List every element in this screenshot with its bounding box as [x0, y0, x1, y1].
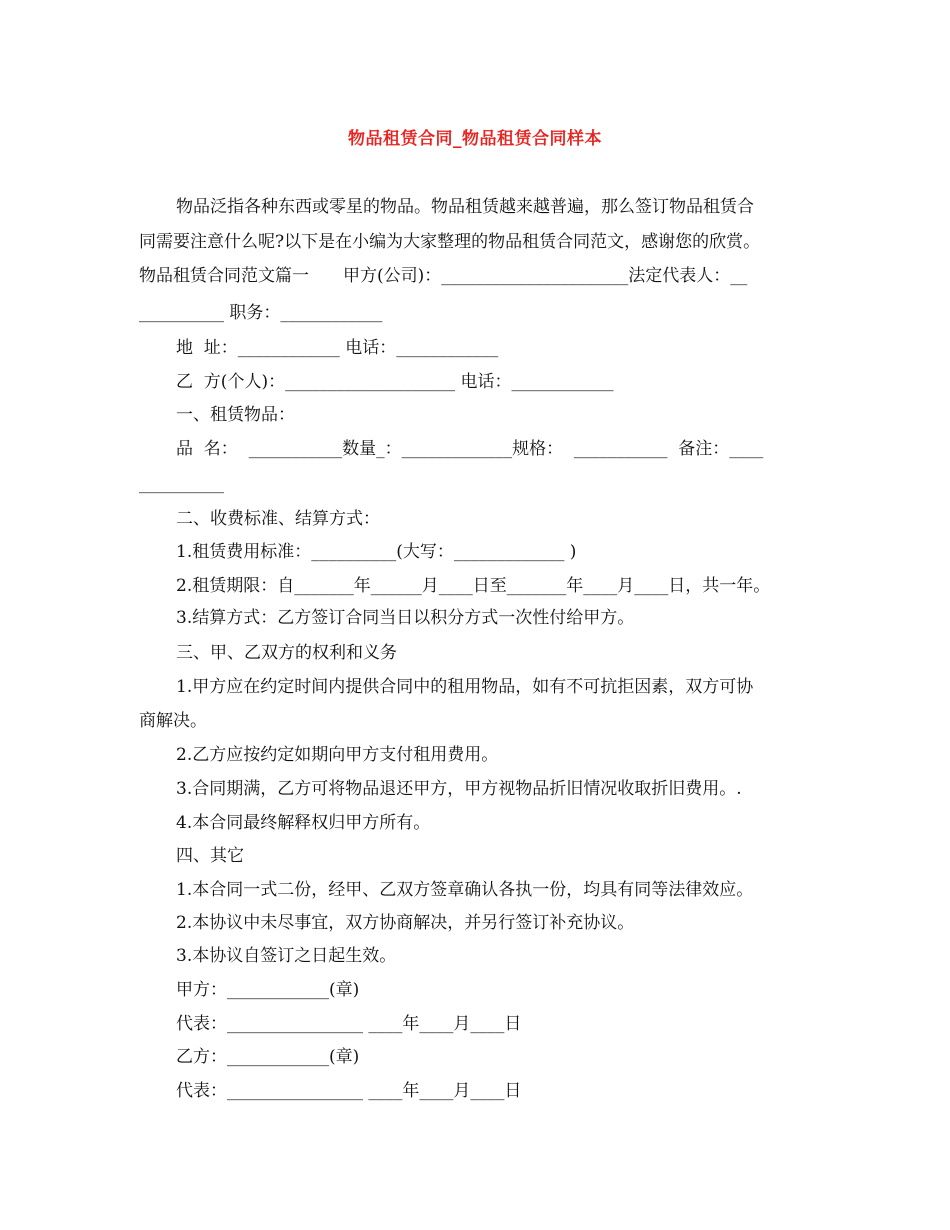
item-fields-continued: __________ [139, 474, 224, 494]
section-2-heading: 二、收费标准、结算方式： [176, 509, 380, 529]
intro-line-2: 同需要注意什么呢?以下是在小编为大家整理的物品租赁合同范文，感谢您的欣赏。 [139, 232, 761, 252]
party-a-address-line: 地 址：____________ 电话：____________ [176, 338, 499, 358]
party-a-position-line: __________ 职务：____________ [139, 303, 383, 323]
rights-item-1: 1.甲方应在约定时间内提供合同中的租用物品，如有不可抗拒因素，双方可协 [176, 677, 754, 697]
rights-item-1-continued: 商解决。 [139, 711, 207, 731]
lease-term-line: 2.租赁期限：自_______年______月____日至_______年____月____日，共一年。 [176, 576, 771, 596]
document-title: 物品租赁合同_物品租赁合同样本 [348, 129, 602, 149]
other-item-2: 2.本协议中未尽事宜，双方协商解决，并另行签订补充协议。 [176, 913, 635, 933]
rights-item-3: 3.合同期满，乙方可将物品退还甲方，甲方视物品折旧情况收取折旧费用。. [176, 779, 742, 799]
intro-line-1: 物品泛指各种东西或零星的物品。物品租赁越来越普遍，那么签订物品租赁合 [176, 197, 754, 217]
settlement-line: 3.结算方式：乙方签订合同当日以积分方式一次性付给甲方。 [176, 608, 635, 628]
section-4-heading: 四、其它 [176, 846, 244, 866]
other-item-1: 1.本合同一式二份，经甲、乙双方签章确认各执一份，均具有同等法律效应。 [176, 880, 754, 900]
item-fields-line: 品 名： ___________数量_：_____________规格： ___________ 备注：____ [176, 439, 764, 459]
rights-item-2: 2.乙方应按约定如期向甲方支付租用费用。 [176, 745, 499, 765]
party-b-line: 乙 方(个人)：____________________ 电话：____________ [176, 372, 614, 392]
party-a-signature: 甲方：____________(章) [176, 980, 360, 1000]
party-b-signature: 乙方：____________(章) [176, 1047, 360, 1067]
section-1-heading: 一、租赁物品： [176, 405, 295, 425]
other-item-3: 3.本协议自签订之日起生效。 [176, 946, 397, 966]
party-b-representative: 代表：________________ ____年____月____日 [176, 1081, 522, 1101]
rights-item-4: 4.本合同最终解释权归甲方所有。 [176, 813, 431, 833]
fee-standard-line: 1.租赁费用标准：__________(大写：_____________ ) [176, 542, 577, 562]
party-a-representative: 代表：________________ ____年____月____日 [176, 1014, 522, 1034]
party-a-line: 物品租赁合同范文篇一 甲方(公司)：______________________法定代表人：__ [139, 266, 748, 286]
section-3-heading: 三、甲、乙双方的权利和义务 [176, 643, 397, 663]
